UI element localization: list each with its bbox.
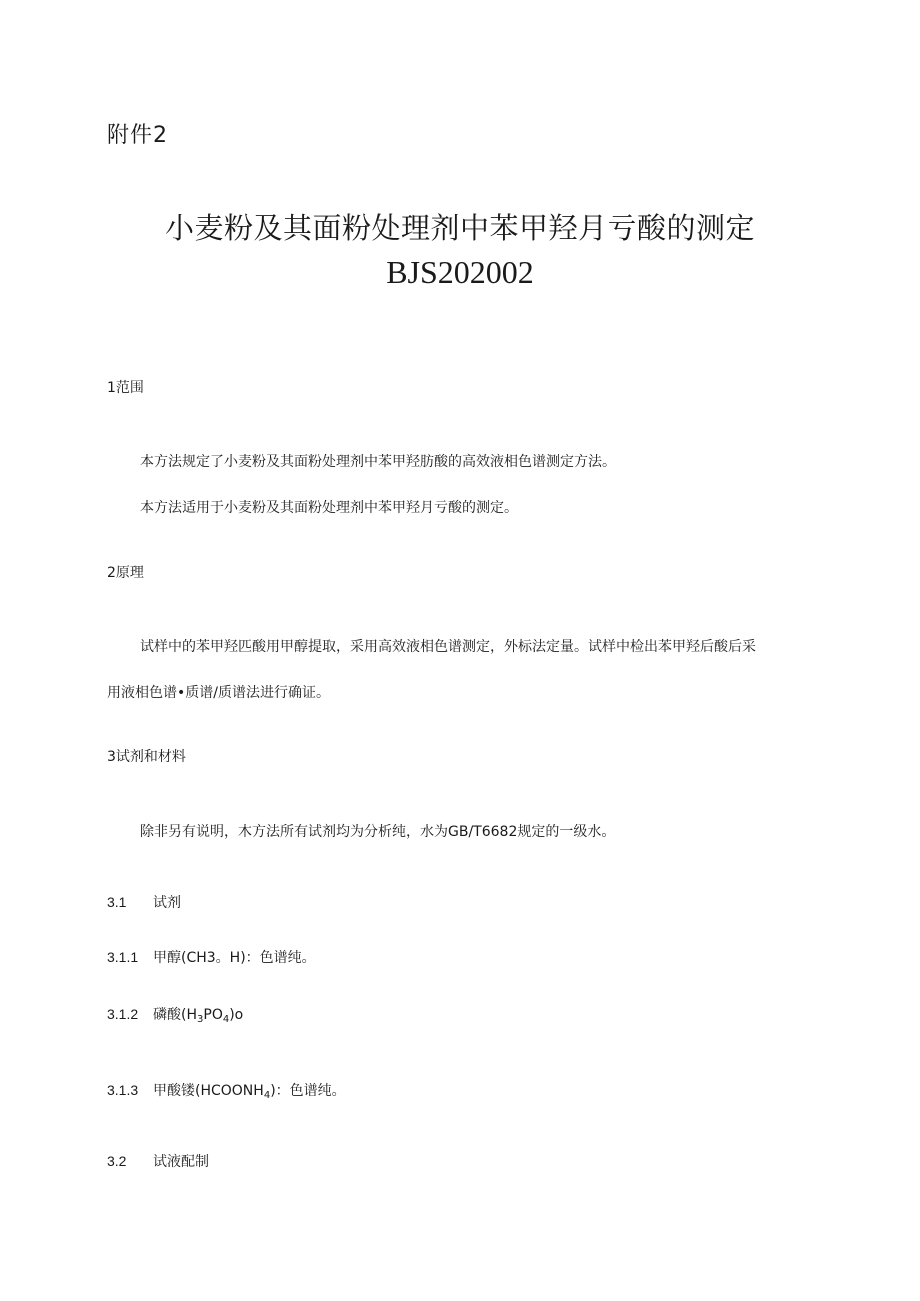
section-3-heading: 3试剂和材料 [107,749,186,765]
section-1-paragraph-2: 本方法适用于小麦粉及其面粉处理剂中苯甲羟月亏酸的测定。 [140,500,518,516]
subsection-3-2 [107,1151,209,1171]
subsection-number: 3.1.3 [107,1082,139,1098]
chemical-text-part: 甲酸镂(HCOONH [153,1083,264,1099]
subsection-3-1-3 [107,1080,346,1100]
section-2-heading: 2原理 [107,565,144,581]
document-title: 小麦粉及其面粉处理剂中苯甲羟月亏酸的测定 [164,211,755,245]
section-2-paragraph-line-2: 用液相色谱•质谱/质谱法进行确证。 [107,685,330,701]
subscript: 4 [222,1014,230,1025]
subsection-label: 试剂 [153,895,181,911]
subsection-3-1-2 [107,1004,243,1024]
subsection-number: 3.1 [107,894,127,910]
subsection-label: 试液配制 [153,1154,209,1170]
subsection-number: 3.2 [107,1153,127,1169]
section-2-paragraph-line-1: 试样中的苯甲羟匹酸用甲醇提取，采用高效液相色谱测定，外标法定量。试样中检出苯甲羟后酸后采 [140,639,756,655]
chemical-text-part: 磷酸(H [153,1007,197,1023]
attachment-label: 附件2 [107,123,168,148]
subsection-3-1-1 [107,947,316,967]
subsection-text: 甲醇(CH3。H)：色谱纯。 [153,950,316,966]
section-3-paragraph-1: 除非另有说明，木方法所有试剂均为分析纯，水为GB/T6682规定的一级水。 [140,824,616,840]
subsection-number: 3.1.1 [107,949,139,965]
subsection-3-1 [107,892,181,912]
section-1-paragraph-1: 本方法规定了小麦粉及其面粉处理剂中苯甲羟肪酸的高效液相色谱测定方法。 [140,454,616,470]
subscript: 4 [263,1090,271,1101]
subscript: 3 [197,1014,204,1025]
section-1-heading: 1范围 [107,380,144,396]
document-code: BJS202002 [386,254,534,290]
chemical-text-part: )：色谱纯。 [270,1083,346,1099]
subsection-number: 3.1.2 [107,1006,139,1022]
chemical-text-part: PO [203,1007,223,1023]
chemical-text-part: )o [229,1007,244,1023]
